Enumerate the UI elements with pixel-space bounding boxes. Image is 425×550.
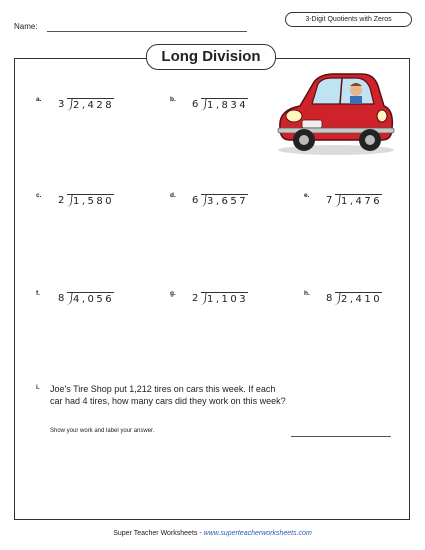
problem-label: d. <box>170 192 176 199</box>
work-instruction: Show your work and label your answer. <box>50 428 155 434</box>
problem-label: i. <box>36 384 40 391</box>
dividend: 4,056 <box>67 292 114 305</box>
name-label: Name: <box>14 22 38 31</box>
problem-label: c. <box>36 192 42 199</box>
word-problem-text: Joe's Tire Shop put 1,212 tires on cars this week. If each car had 4 tires, how many cars did they work on this week? <box>50 384 286 406</box>
divisor: 8 <box>58 293 65 304</box>
problem-label: e. <box>304 192 310 199</box>
answer-line[interactable] <box>291 436 391 437</box>
divisor: 2 <box>192 293 199 304</box>
dividend: 1,580 <box>67 194 114 207</box>
problem-label: g. <box>170 290 176 297</box>
problem-label: a. <box>36 96 42 103</box>
footer <box>0 530 425 537</box>
divisor: 8 <box>326 293 333 304</box>
divisor: 3 <box>58 99 65 110</box>
problem-label: h. <box>304 290 310 297</box>
topic-badge: 3-Digit Quotients with Zeros <box>285 12 412 27</box>
dividend: 3,657 <box>201 194 248 207</box>
divisor: 6 <box>192 195 199 206</box>
problem-label: b. <box>170 96 176 103</box>
dividend: 1,476 <box>335 194 382 207</box>
dividend: 2,410 <box>335 292 382 305</box>
dividend: 2,428 <box>67 98 114 111</box>
page-title: Long Division <box>146 44 276 70</box>
dividend: 1,834 <box>201 98 248 111</box>
name-line[interactable] <box>47 31 247 32</box>
dividend: 1,103 <box>201 292 248 305</box>
divisor: 6 <box>192 99 199 110</box>
footer-url[interactable]: www.superteacherworksheets.com <box>203 530 312 537</box>
divisor: 2 <box>58 195 65 206</box>
problem-label: f. <box>36 290 40 297</box>
car-illustration <box>270 66 398 158</box>
footer-brand: Super Teacher Worksheets - <box>113 530 204 537</box>
divisor: 7 <box>326 195 333 206</box>
